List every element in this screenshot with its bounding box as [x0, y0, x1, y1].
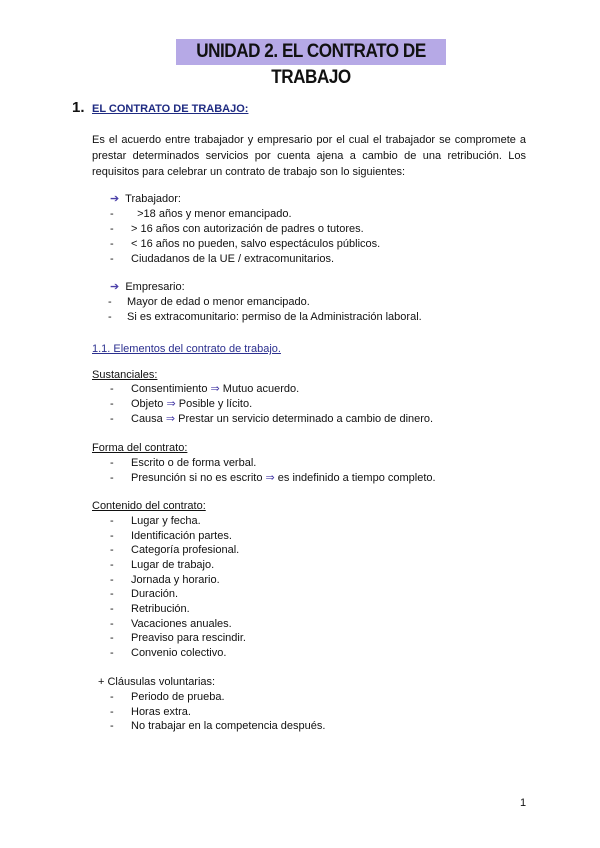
empresario-label: Empresario:	[125, 281, 185, 293]
list-item: - Jornada y horario.	[110, 574, 220, 586]
forma-heading: Forma del contrato:	[92, 442, 188, 454]
list-item: - Si es extracomunitario: permiso de la Administración laboral.	[108, 311, 422, 323]
list-item: - No trabajar en la competencia después.	[110, 720, 326, 732]
list-item: - Convenio colectivo.	[110, 647, 227, 659]
list-item: - >18 años y menor emancipado.	[110, 208, 292, 220]
clausulas-heading: + Cláusulas voluntarias:	[98, 676, 216, 688]
list-item: - > 16 años con autorización de padres o tutores.	[110, 223, 364, 235]
contenido-heading: Contenido del contrato:	[92, 500, 206, 512]
empresario-heading	[110, 280, 185, 295]
subsection-heading: 1.1. Elementos del contrato de trabajo.	[92, 343, 281, 355]
list-item: - Categoría profesional.	[110, 544, 240, 556]
trabajador-heading	[110, 192, 181, 207]
section-number: 1.	[72, 99, 85, 116]
list-item: - Lugar y fecha.	[110, 515, 201, 527]
list-item: - Preaviso para rescindir.	[110, 632, 246, 644]
list-item: - Periodo de prueba.	[110, 691, 225, 703]
section-heading: EL CONTRATO DE TRABAJO:	[92, 103, 249, 115]
arrow-icon: ➔	[110, 193, 120, 205]
list-item: - < 16 años no pueden, salvo espectáculos públicos.	[110, 238, 381, 250]
page-number: 1	[520, 797, 527, 809]
list-item: - Causa ⇒ Prestar un servicio determinado a cambio de dinero.	[110, 413, 434, 425]
list-item: - Retribución.	[110, 603, 190, 615]
implies-icon: ⇒	[265, 472, 275, 484]
list-item: - Horas extra.	[110, 706, 191, 718]
list-item: - Presunción si no es escrito ⇒ es indefinido a tiempo completo.	[110, 472, 436, 484]
sustanciales-heading: Sustanciales:	[92, 369, 158, 381]
list-item: - Consentimiento ⇒ Mutuo acuerdo.	[110, 383, 300, 395]
implies-icon: ⇒	[166, 398, 176, 410]
list-item: - Identificación partes.	[110, 530, 232, 542]
page-title: UNIDAD 2. EL CONTRATO DE TRABAJO	[176, 39, 446, 65]
list-item: - Lugar de trabajo.	[110, 559, 215, 571]
implies-icon: ⇒	[210, 383, 220, 395]
list-item: - Escrito o de forma verbal.	[110, 457, 257, 469]
trabajador-label: Trabajador:	[125, 193, 181, 205]
list-item: - Mayor de edad o menor emancipado.	[108, 296, 310, 308]
list-item: - Ciudadanos de la UE / extracomunitarios.	[110, 253, 334, 265]
intro-paragraph: Es el acuerdo entre trabajador y empresario por el cual el trabajador se compromete a prestar determinados servicios por cuenta ajena a cambio de una retribución. Los requisitos para celebrar un contrato de trabajo son lo siguientes:	[92, 134, 526, 178]
list-item: - Vacaciones anuales.	[110, 618, 232, 630]
list-item: - Duración.	[110, 588, 179, 600]
implies-icon: ⇒	[165, 413, 176, 425]
list-item: - Objeto ⇒ Posible y lícito.	[110, 398, 253, 410]
arrow-icon: ➔	[110, 281, 120, 293]
